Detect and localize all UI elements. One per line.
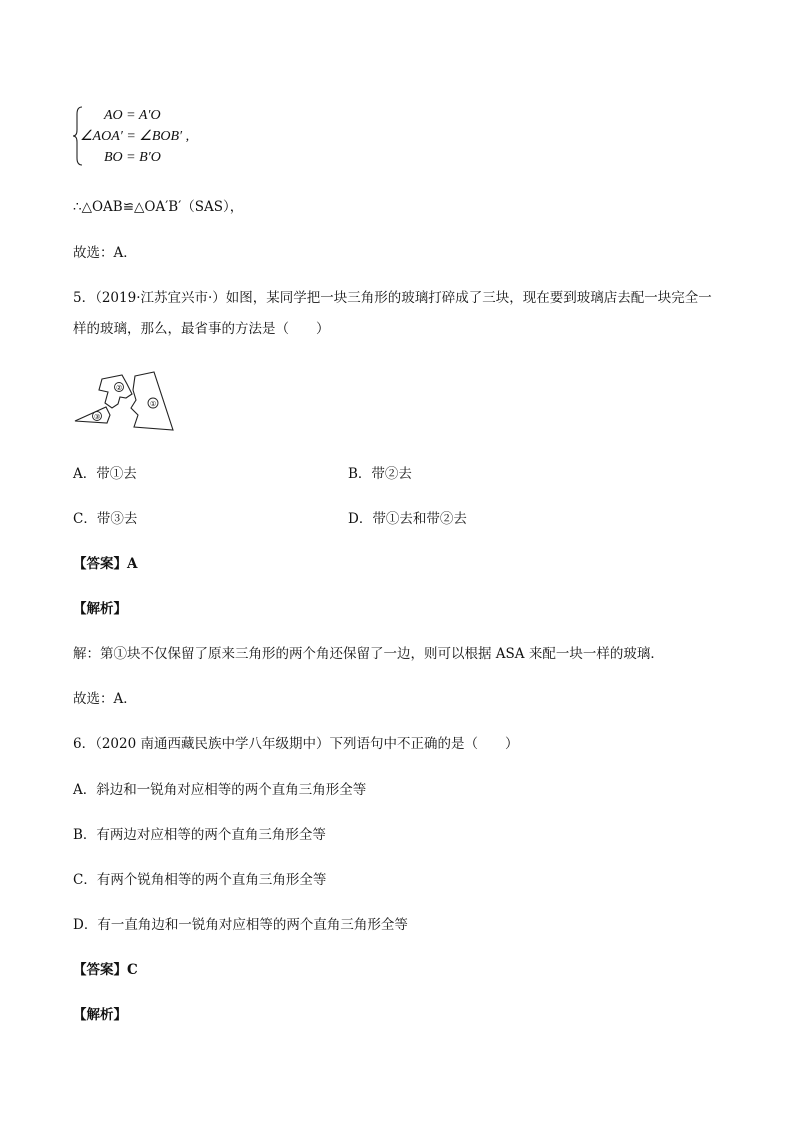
q5-analysis-title: 【解析】: [73, 601, 127, 617]
q6-option-c: C．有两个锐角相等的两个直角三角形全等: [73, 872, 327, 888]
equation-row-2: ∠AOA′ = ∠BOB′ ,: [80, 129, 190, 144]
q5-choose: 故选：A．: [73, 691, 137, 707]
equation-row-3: BO = B′O: [104, 150, 161, 165]
q6-option-b: B．有两边对应相等的两个直角三角形全等: [73, 827, 326, 843]
q6-analysis-title: 【解析】: [73, 1007, 127, 1023]
conclusion-line: ∴△OAB≌△OA′B′（SAS），: [73, 199, 244, 215]
q5-option-d: D．带①去和带②去: [348, 511, 467, 527]
q5-stem-line-2: 样的玻璃，那么，最省事的方法是（ ）: [73, 321, 330, 337]
choose-line-1: 故选：A．: [73, 245, 137, 261]
q6-option-d: D．有一直角边和一锐角对应相等的两个直角三角形全等: [73, 917, 408, 933]
glass-piece-3-label: ③: [94, 414, 101, 421]
equation-row-1: AO = A′O: [104, 108, 161, 123]
glass-piece-2-label: ②: [116, 385, 123, 392]
q5-stem-line-1: 5．（2019·江苏宜兴市·）如图，某同学把一块三角形的玻璃打碎成了三块，现在要到玻璃店去配一块完全一: [73, 290, 712, 306]
q6-answer: 【答案】C: [73, 962, 138, 978]
q6-stem: 6．（2020 南通西藏民族中学八年级期中）下列语句中不正确的是（ ）: [73, 736, 519, 752]
q5-option-c: C．带③去: [73, 511, 138, 527]
q6-option-a: A．斜边和一锐角对应相等的两个直角三角形全等: [73, 782, 367, 798]
q5-option-b: B．带②去: [348, 466, 412, 482]
glass-piece-1-label: ①: [150, 401, 157, 408]
q5-analysis-text: 解：第①块不仅保留了原来三角形的两个角还保留了一边，则可以根据 ASA 来配一块一样的玻璃．: [73, 646, 664, 662]
broken-glass-figure: [72, 370, 176, 434]
q5-option-a: A．带①去: [73, 466, 137, 482]
q5-answer: 【答案】A: [73, 556, 138, 572]
